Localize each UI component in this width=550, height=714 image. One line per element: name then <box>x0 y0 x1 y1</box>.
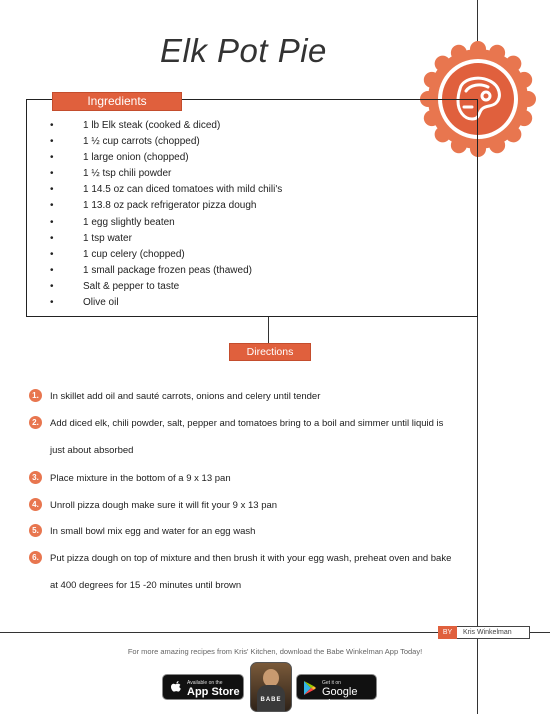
google-play-button[interactable] <box>296 674 377 710</box>
badge-scallop <box>505 56 521 72</box>
ingredient-item: • 1 13.8 oz pack refrigerator pizza dough <box>50 198 53 214</box>
connector-line <box>268 317 269 345</box>
badge-scallop <box>470 41 486 57</box>
step-text: Place mixture in the bottom of a 9 x 13 pan <box>50 473 231 484</box>
step-number: 4. <box>29 498 42 511</box>
step-number: 6. <box>29 551 42 564</box>
badge-scallop <box>516 110 532 126</box>
ingredients-list <box>50 118 283 311</box>
recipe-title: Elk Pot Pie <box>160 32 327 69</box>
bullet: • <box>50 216 54 228</box>
ingredient-item: • 1 tsp water <box>50 231 53 247</box>
step-number: 2. <box>29 416 42 429</box>
badge-scallop <box>505 126 521 142</box>
google-play-icon <box>303 680 317 696</box>
app-store-big-text: App Store <box>187 686 240 698</box>
bullet: • <box>50 152 54 164</box>
bullet: • <box>50 168 54 180</box>
badge-scallop <box>451 45 467 61</box>
bullet: • <box>50 232 54 244</box>
step-text: In small bowl mix egg and water for an egg wash <box>50 526 256 537</box>
badge-scallop <box>424 72 440 88</box>
step-text: Add diced elk, chili powder, salt, pepper and tomatoes bring to a boil and simmer until liquid is <box>50 418 444 429</box>
step-text: In skillet add oil and sauté carrots, onions and celery until tender <box>50 391 321 402</box>
bullet: • <box>50 184 54 196</box>
ingredient-item: • 1 small package frozen peas (thawed) <box>50 263 53 279</box>
app-store-small-text: Available on the <box>187 680 223 686</box>
badge-scallop <box>516 72 532 88</box>
ingredient-item: • 1 ½ tsp chili powder <box>50 166 53 182</box>
google-play-small-text: Get it on <box>322 680 341 686</box>
bullet: • <box>50 297 54 309</box>
bullet: • <box>50 248 54 260</box>
step-text-continued: at 400 degrees for 15 -20 minutes until brown <box>50 580 242 591</box>
bullet: • <box>50 264 54 276</box>
bullet: • <box>50 280 54 292</box>
step-text: Put pizza dough on top of mixture and then brush it with your egg wash, preheat oven and bake <box>50 553 452 564</box>
footer-promo-text: For more amazing recipes from Kris' Kitchen, download the Babe Winkelman App Today! <box>127 647 423 656</box>
babe-app-icon[interactable] <box>250 662 292 712</box>
ingredients-heading: Ingredients <box>52 92 182 111</box>
step-text: Unroll pizza dough make sure it will fit your 9 x 13 pan <box>50 500 278 511</box>
step-text-continued: just about absorbed <box>50 445 134 456</box>
ingredient-item: • Olive oil <box>50 295 53 311</box>
ingredient-item: • 1 ½ cup carrots (chopped) <box>50 134 53 150</box>
ingredient-item: • Salt & pepper to taste <box>50 279 53 295</box>
ingredient-item: • 1 large onion (chopped) <box>50 150 53 166</box>
ingredient-item: • 1 egg slightly beaten <box>50 215 53 231</box>
bullet: • <box>50 200 54 212</box>
app-store-button[interactable] <box>162 674 244 700</box>
step-number: 3. <box>29 471 42 484</box>
apple-icon <box>169 680 182 695</box>
badge-scallop <box>489 137 505 153</box>
google-play-big-text: Google play <box>322 686 358 710</box>
badge-scallop <box>435 56 451 72</box>
app-icon-text: BABE <box>260 697 282 703</box>
badge-scallop <box>489 45 505 61</box>
bullet: • <box>50 120 54 131</box>
ingredient-item: • 1 14.5 oz can diced tomatoes with mild chili's <box>50 182 53 198</box>
badge-scallop <box>520 91 536 107</box>
step-number: 1. <box>29 389 42 402</box>
byline-name: Kris Winkelman <box>463 629 512 636</box>
frame-line-bottom <box>477 632 478 714</box>
directions-heading: Directions <box>229 343 311 361</box>
byline-tag: BY <box>438 626 457 639</box>
bullet: • <box>50 136 54 148</box>
ingredient-item: • 1 cup celery (chopped) <box>50 247 53 263</box>
step-number: 5. <box>29 524 42 537</box>
ingredient-item: • 1 lb Elk steak (cooked & diced) <box>50 118 53 134</box>
